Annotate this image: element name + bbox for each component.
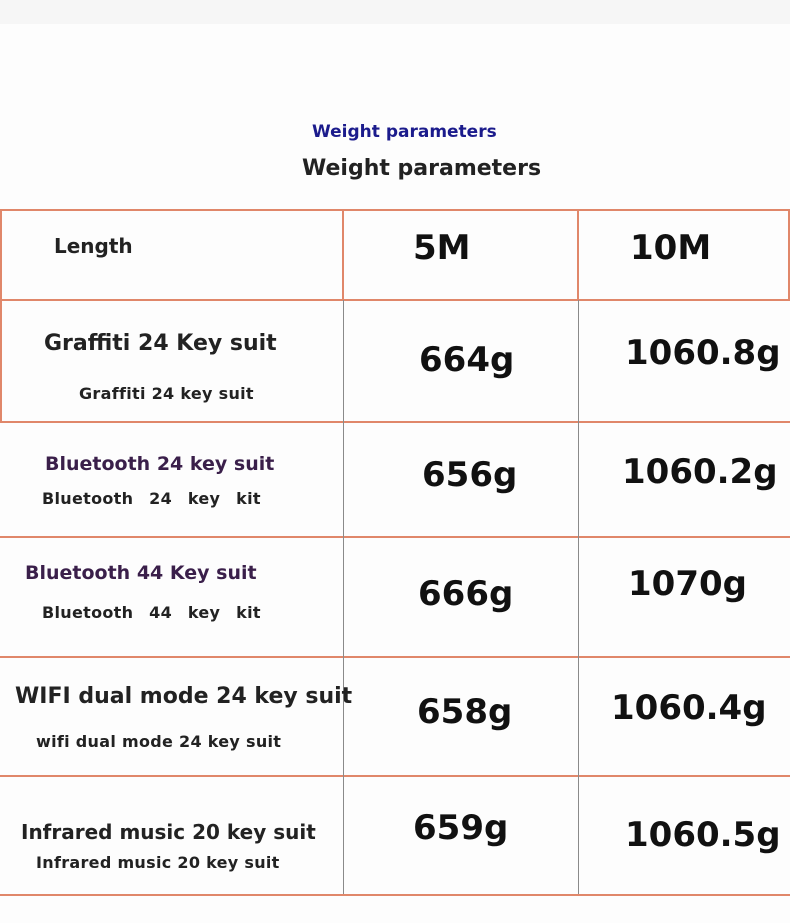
row-subname: Graffiti 24 key suit [79,384,254,403]
header-length: Length [54,234,133,258]
row-subname: wifi dual mode 24 key suit [36,732,282,751]
table-border [0,775,790,777]
row-name: WIFI dual mode 24 key suit [15,684,353,709]
row-value-10m: 1060.5g [625,815,781,855]
table-border [0,209,790,211]
table-border [0,536,790,538]
row-value-5m: 666g [418,574,514,614]
table-border [0,299,790,301]
header-10m: 10M [630,228,712,268]
table-border [577,209,579,301]
table-border [578,300,579,894]
page-title: Weight parameters [302,156,542,181]
table-border [0,656,790,658]
table-border [0,299,2,423]
row-value-10m: 1060.8g [625,333,781,373]
table-border [343,300,344,894]
table-border [0,209,2,301]
row-subname: Infrared music 20 key suit [36,853,280,872]
row-value-10m: 1070g [628,564,747,604]
row-value-5m: 656g [422,455,518,495]
row-value-10m: 1060.4g [611,688,767,728]
row-subname: Bluetooth 24 key kit [42,489,261,508]
table-border [0,894,790,896]
header-5m: 5M [413,228,471,268]
row-value-5m: 659g [413,808,509,848]
title-small: Weight parameters [312,122,497,142]
row-value-10m: 1060.2g [622,452,778,492]
row-name: Bluetooth 24 key suit [45,453,275,475]
row-value-5m: 664g [419,340,515,380]
row-name: Infrared music 20 key suit [21,820,316,844]
row-name: Bluetooth 44 Key suit [25,562,257,584]
row-value-5m: 658g [417,692,513,732]
table-border [342,209,344,301]
row-subname: Bluetooth 44 key kit [42,603,261,622]
row-name: Graffiti 24 Key suit [44,331,277,356]
table-border [0,421,790,423]
